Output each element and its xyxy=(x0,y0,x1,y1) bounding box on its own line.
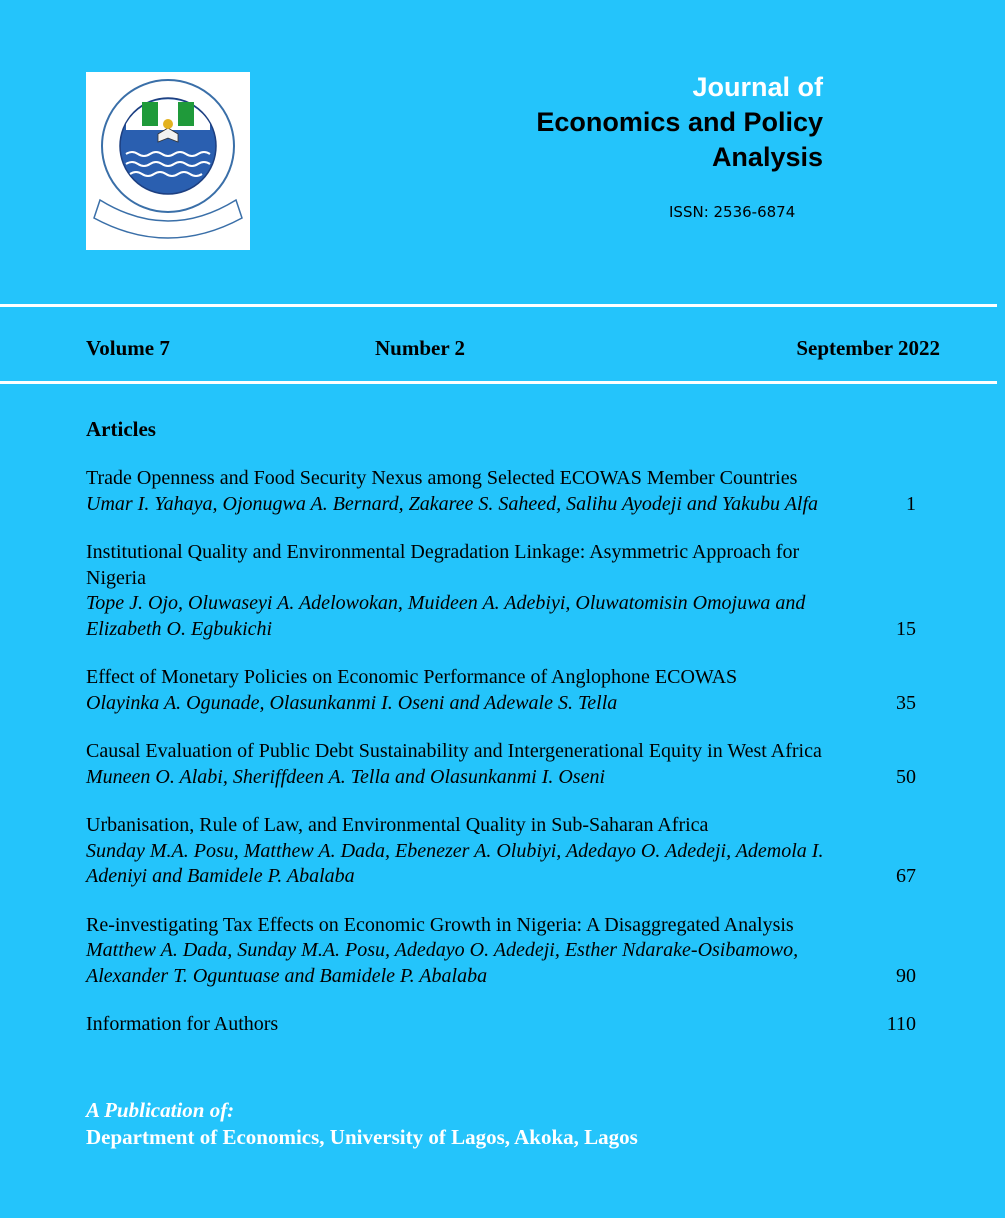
issue-info-bar xyxy=(86,336,940,362)
article-page: 67 xyxy=(896,865,916,887)
article-entry xyxy=(86,540,916,642)
article-page: 15 xyxy=(896,617,916,640)
article-page: 50 xyxy=(896,765,916,788)
university-logo xyxy=(86,72,250,250)
articles-heading: Articles xyxy=(86,417,156,441)
article-page: 1 xyxy=(906,492,916,515)
info-page: 110 xyxy=(886,1013,916,1035)
article-authors: Tope J. Ojo, Oluwaseyi A. Adelowokan, Muideen A. Adebiyi, Oluwatomisin Omojuwa and Elizabeth O. Egbukichi xyxy=(86,592,806,640)
table-of-contents xyxy=(86,466,916,1061)
volume-label: Volume 7 xyxy=(86,336,170,360)
article-title: Re-investigating Tax Effects on Economic Growth in Nigeria: A Disaggregated Analysis xyxy=(86,913,794,936)
article-authors: Olayinka A. Ogunade, Olasunkanmi I. Oseni and Adewale S. Tella xyxy=(86,691,618,714)
article-title: Effect of Monetary Policies on Economic Performance of Anglophone ECOWAS xyxy=(86,666,738,688)
article-authors: Matthew A. Dada, Sunday M.A. Posu, Adedayo O. Adedeji, Esther Ndarake-Osibamowo, Alexander T. Oguntuase and Bamidele P. Abalaba xyxy=(86,939,799,987)
journal-title-line-1: Journal of xyxy=(692,72,823,102)
journal-title xyxy=(536,70,823,175)
article-entry xyxy=(86,913,916,990)
article-authors: Sunday M.A. Posu, Matthew A. Dada, Ebenezer A. Olubiyi, Adedayo O. Adedeji, Ademola I. Adeniyi and Bamidele P. Abalaba xyxy=(86,839,824,887)
article-authors: Umar I. Yahaya, Ojonugwa A. Bernard, Zakaree S. Saheed, Salihu Ayodeji and Yakubu Alfa xyxy=(86,492,819,515)
article-entry xyxy=(86,466,916,517)
article-authors: Muneen O. Alabi, Sheriffdeen A. Tella and Olasunkanmi I. Oseni xyxy=(86,765,606,788)
article-title: Institutional Quality and Environmental Degradation Linkage: Asymmetric Approach for Nigeria xyxy=(86,541,800,589)
article-entry xyxy=(86,665,916,716)
article-entry xyxy=(86,813,916,890)
divider-bottom xyxy=(0,381,997,384)
issn-number: ISSN: 2536-6874 xyxy=(669,203,796,221)
article-title: Trade Openness and Food Security Nexus among Selected ECOWAS Member Countries xyxy=(86,467,798,489)
article-title: Urbanisation, Rule of Law, and Environmental Quality in Sub-Saharan Africa xyxy=(86,814,709,836)
university-crest-icon xyxy=(86,72,250,250)
number-label: Number 2 xyxy=(375,336,466,360)
article-page: 90 xyxy=(896,964,916,987)
divider-top xyxy=(0,304,997,307)
journal-title-line-2: Economics and Policy xyxy=(536,107,823,137)
issue-date: September 2022 xyxy=(796,336,940,360)
info-label: Information for Authors xyxy=(86,1013,279,1035)
info-entry xyxy=(86,1012,916,1038)
article-page: 35 xyxy=(896,691,916,714)
publisher-label: A Publication of: xyxy=(86,1098,235,1122)
article-title: Causal Evaluation of Public Debt Sustainability and Intergenerational Equity in West Africa xyxy=(86,740,822,762)
publisher-block xyxy=(86,1097,638,1151)
publisher-department: Department of Economics, University of Lagos, Akoka, Lagos xyxy=(86,1125,638,1149)
article-entry xyxy=(86,739,916,790)
journal-title-line-3: Analysis xyxy=(711,142,823,172)
